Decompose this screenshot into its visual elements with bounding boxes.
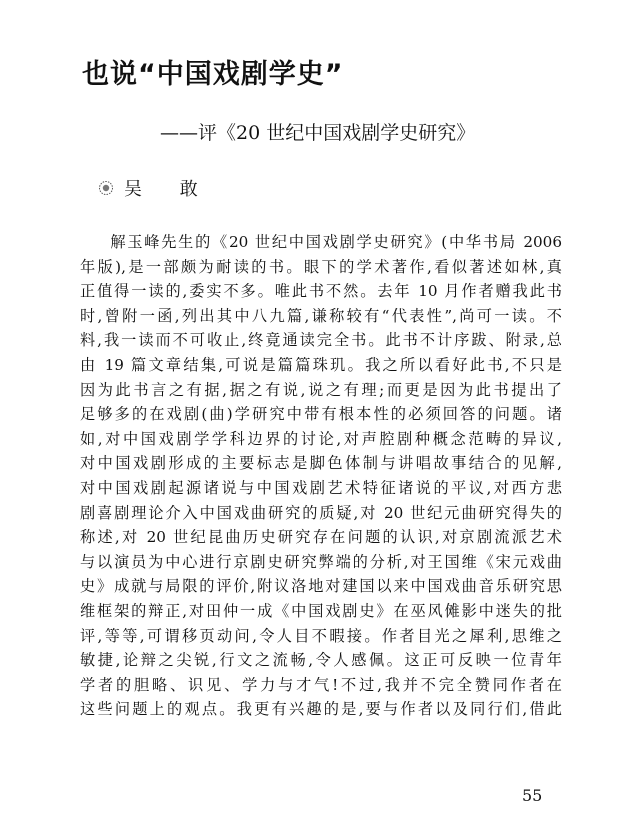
paragraph-line: 评,等等,可谓移页动问,令人目不暇接。作者目光之犀利,思维之: [80, 626, 562, 645]
paragraph-line: 对中国戏剧形成的主要标志是脚色体制与讲唱故事结合的见解,: [80, 454, 562, 473]
decorative-bullet-icon: [98, 180, 114, 196]
paragraph-line: 史》成就与局限的评价,附议洛地对建国以来中国戏曲音乐研究思: [80, 577, 562, 596]
paragraph-line: 料,我一读而不可收止,终竟通读完全书。此书不计序跋、附录,总: [80, 331, 562, 350]
paragraph-line: 这些问题上的观点。我更有兴趣的是,要与作者以及同行们,借此: [80, 700, 562, 719]
paragraph-line: 维框架的辩正,对田仲一成《中国戏剧史》在巫风傩影中迷失的批: [80, 601, 562, 620]
paragraph-line: 对中国戏剧起源诸说与中国戏剧艺术特征诸说的平议,对西方悲: [80, 478, 562, 497]
paragraph-line: 足够多的在戏剧(曲)学研究中带有根本性的必须回答的问题。诸: [80, 405, 562, 424]
paragraph-line: 敏捷,论辩之尖锐,行文之流畅,令人感佩。这正可反映一位青年: [80, 651, 562, 670]
paragraph-line: 与以演员为中心进行京剧史研究弊端的分析,对王国维《宋元戏曲: [80, 552, 562, 571]
paragraph-line: 剧喜剧理论介入中国戏曲研究的质疑,对 20 世纪元曲研究得失的: [80, 503, 562, 522]
author-byline: [98, 175, 214, 201]
paragraph-line: 年版),是一部颇为耐读的书。眼下的学术著作,看似著述如林,真: [80, 257, 562, 276]
paragraph-line: 学者的胆略、识见、学力与才气!不过,我并不完全赞同作者在: [80, 675, 562, 694]
author-name: 吴 敢: [124, 179, 214, 200]
article-body: [80, 230, 562, 722]
page-number: 55: [522, 786, 543, 805]
paragraph-line: 因为此书言之有据,据之有说,说之有理;而更是因为此书提出了: [80, 380, 562, 399]
article-subtitle: ——评《20 世纪中国戏剧学史研究》: [160, 122, 476, 144]
paragraph-line: 正值得一读的,委实不多。唯此书不然。去年 10 月作者赠我此书: [80, 282, 562, 301]
paragraph-line: 称述,对 20 世纪昆曲历史研究存在问题的认识,对京剧流派艺术: [80, 528, 562, 547]
paragraph-line: 解玉峰先生的《20 世纪中国戏剧学史研究》(中华书局 2006: [110, 233, 562, 251]
paragraph-line: 时,曾附一函,列出其中八九篇,谦称较有“代表性”,尚可一读。不: [80, 306, 562, 325]
paragraph-line: 如,对中国戏剧学学科边界的讨论,对声腔剧种概念范畴的异议,: [80, 429, 562, 448]
paragraph-line: 由 19 篇文章结集,可说是篇篇珠玑。我之所以看好此书,不只是: [80, 355, 562, 374]
article-title: 也说“中国戏剧学史”: [82, 59, 344, 90]
